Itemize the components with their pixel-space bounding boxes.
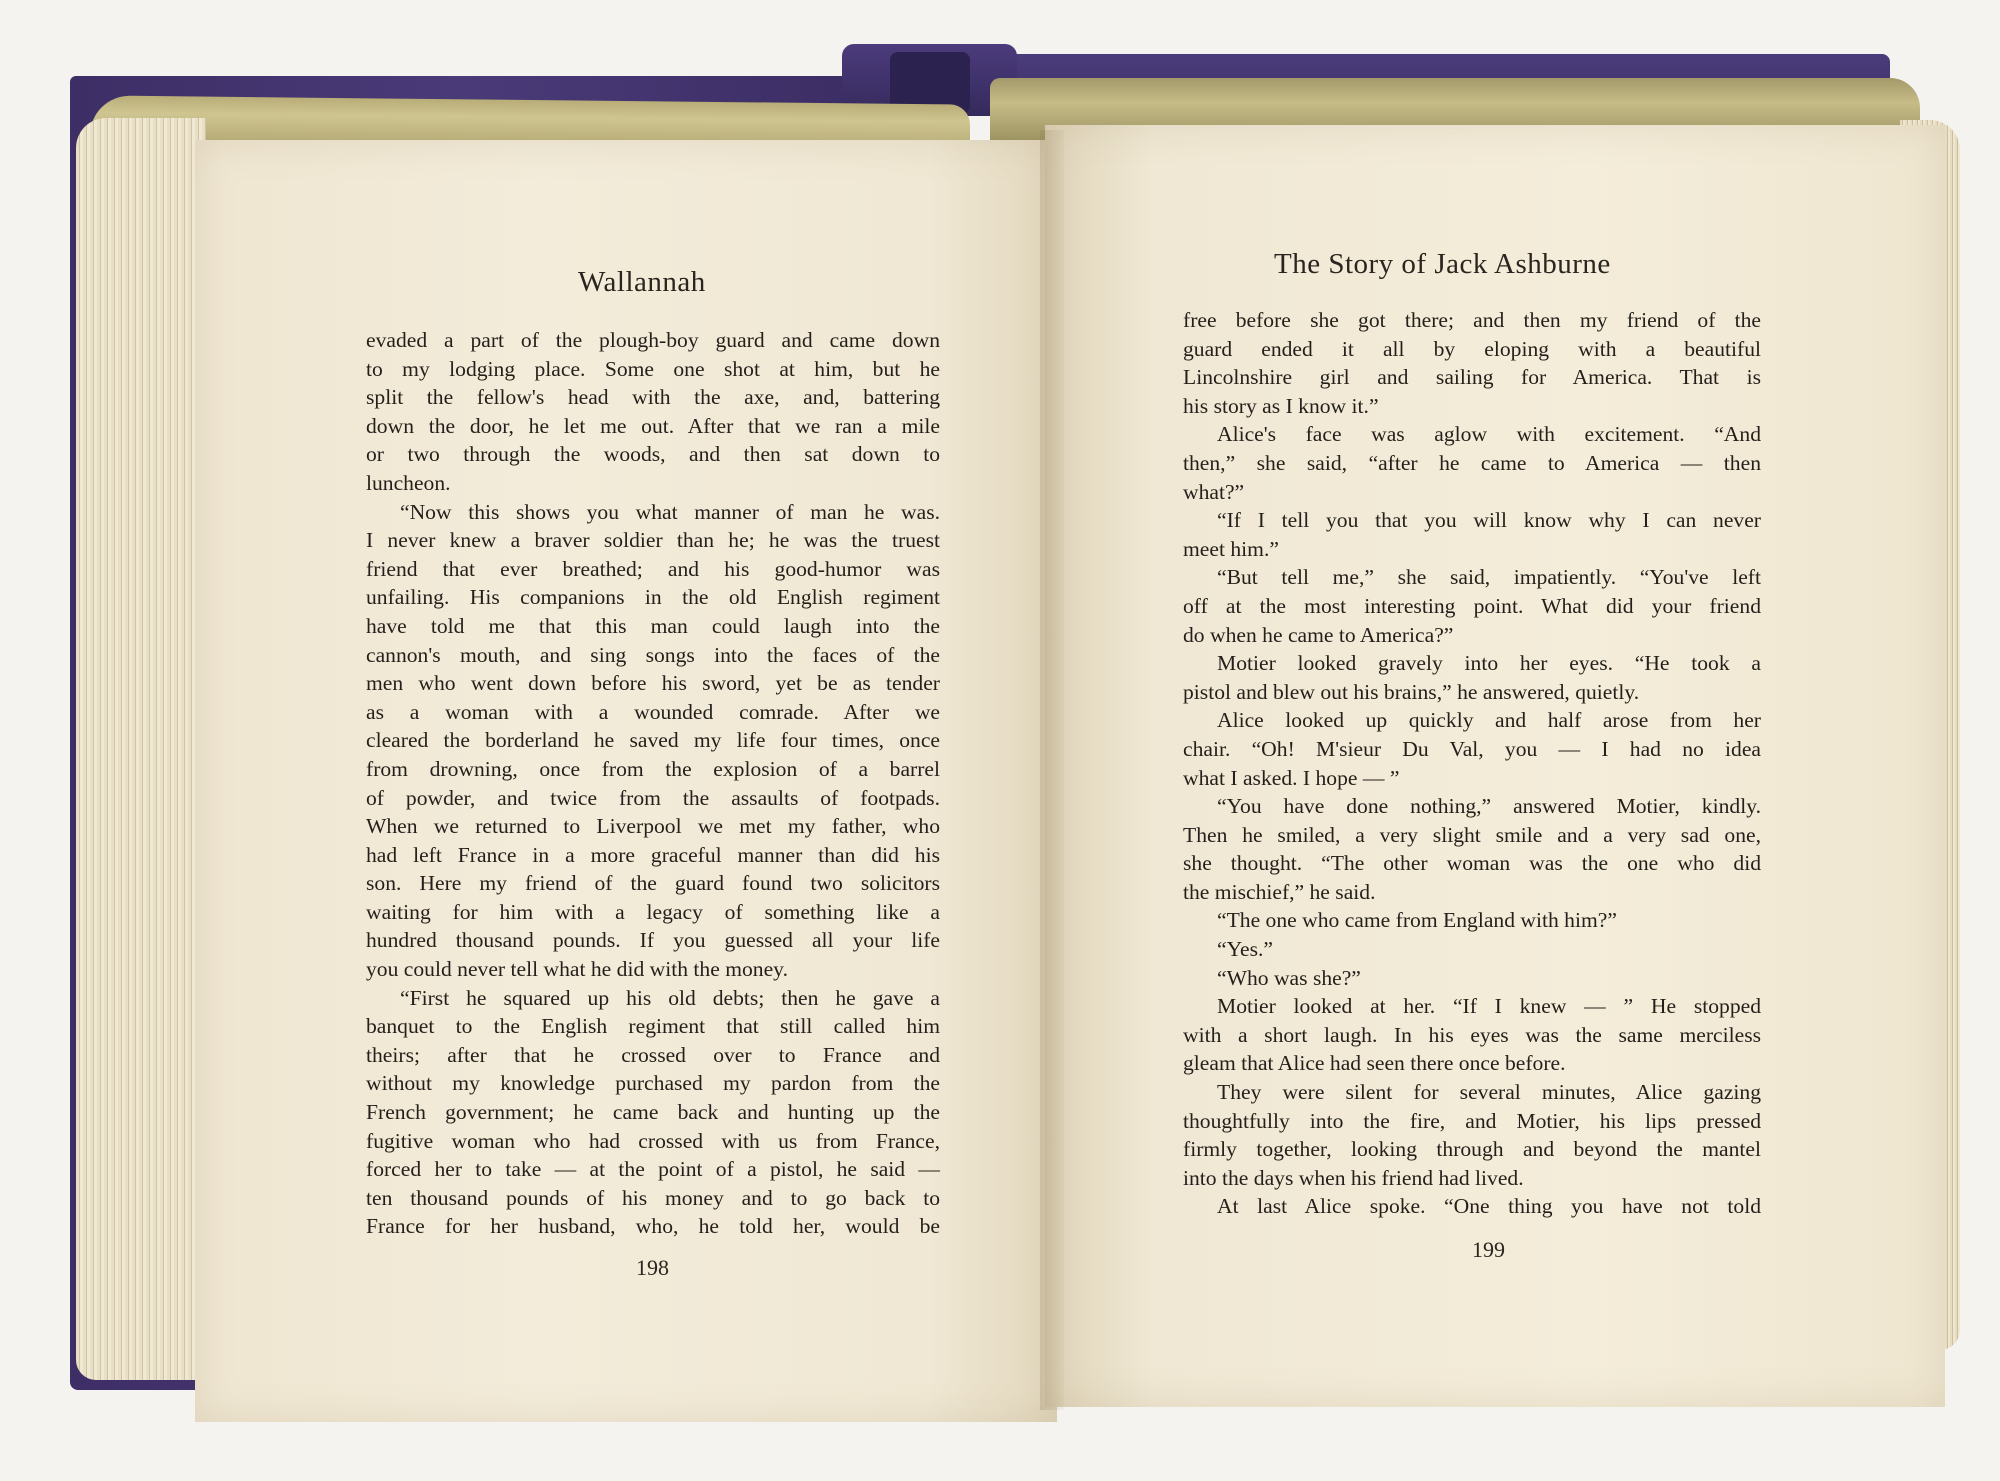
text-line: Alice looked up quickly and half arose from her: [1217, 708, 1761, 733]
text-line: “First he squared up his old debts; then he gave a: [400, 985, 940, 1010]
text-line: I never knew a braver soldier than he; he was the truest: [366, 528, 940, 553]
text-line: had left France in a more graceful manner than did his: [366, 842, 940, 867]
text-line: France for her husband, who, he told her, would be: [366, 1214, 940, 1239]
text-line: Alice's face was aglow with excitement. “And: [1217, 422, 1761, 447]
text-line: fugitive woman who had crossed with us from France,: [366, 1128, 940, 1153]
text-line: with a short laugh. In his eyes was the same merciless: [1183, 1022, 1761, 1047]
text-line: “If I tell you that you will know why I can never: [1217, 508, 1761, 533]
text-line: meet him.”: [1183, 536, 1279, 561]
text-line: “Now this shows you what manner of man he was.: [400, 499, 940, 524]
text-line: what?”: [1183, 479, 1245, 504]
text-line: “Who was she?”: [1217, 965, 1361, 990]
text-line: as a woman with a wounded comrade. After we: [366, 699, 940, 724]
left-page-text: [366, 326, 940, 1241]
text-line: pistol and blew out his brains,” he answered, quietly.: [1183, 679, 1640, 704]
text-line: French government; he came back and hunting up the: [366, 1100, 940, 1125]
text-line: They were silent for several minutes, Alice gazing: [1217, 1080, 1761, 1105]
text-line: “The one who came from England with him?”: [1217, 908, 1617, 933]
text-line: cleared the borderland he saved my life four times, once: [366, 728, 940, 753]
text-line: into the days when his friend had lived.: [1183, 1165, 1524, 1190]
right-page-text: [1183, 306, 1761, 1221]
left-running-head: Wallannah: [578, 266, 706, 298]
text-line: from drowning, once from the explosion of a barrel: [366, 756, 940, 781]
right-running-head: The Story of Jack Ashburne: [1274, 248, 1611, 280]
text-line: or two through the woods, and then sat down to: [366, 442, 940, 467]
text-line: evaded a part of the plough-boy guard and came down: [366, 328, 940, 352]
text-line: split the fellow's head with the axe, and, battering: [366, 385, 940, 410]
text-line: unfailing. His companions in the old English regiment: [366, 585, 940, 610]
text-line: have told me that this man could laugh into the: [366, 613, 940, 638]
text-line: When we returned to Liverpool we met my father, who: [366, 814, 940, 839]
text-line: his story as I know it.”: [1183, 393, 1379, 418]
text-line: firmly together, looking through and beyond the mantel: [1183, 1137, 1761, 1162]
page-stack-left: [76, 118, 206, 1380]
text-line: theirs; after that he crossed over to France and: [366, 1042, 940, 1067]
text-line: men who went down before his sword, yet be as tender: [366, 671, 940, 696]
text-line: thoughtfully into the fire, and Motier, his lips pressed: [1183, 1108, 1761, 1133]
text-line: you could never tell what he did with the money.: [366, 957, 788, 982]
text-line: “But tell me,” she said, impatiently. “You've left: [1217, 565, 1761, 590]
text-line: do when he came to America?”: [1183, 622, 1454, 647]
text-line: waiting for him with a legacy of something like a: [366, 899, 940, 924]
text-line: what I asked. I hope — ”: [1183, 765, 1400, 790]
text-line: off at the most interesting point. What did your friend: [1183, 593, 1761, 618]
text-line: guard ended it all by eloping with a beautiful: [1183, 336, 1761, 361]
right-page-number: 199: [1472, 1237, 1505, 1262]
text-line: At last Alice spoke. “One thing you have not told: [1217, 1194, 1761, 1219]
text-line: Motier looked gravely into her eyes. “He took a: [1217, 651, 1761, 676]
book-gutter: [1040, 130, 1064, 1410]
text-line: cannon's mouth, and sing songs into the faces of the: [366, 642, 940, 667]
text-line: “Yes.”: [1217, 937, 1273, 962]
left-page-number: 198: [636, 1255, 669, 1280]
text-line: Motier looked at her. “If I knew — ” He stopped: [1217, 994, 1761, 1019]
text-line: Lincolnshire girl and sailing for America. That is: [1183, 365, 1761, 390]
text-line: she thought. “The other woman was the one who did: [1183, 851, 1761, 876]
text-line: hundred thousand pounds. If you guessed all your life: [366, 928, 940, 953]
text-line: without my knowledge purchased my pardon from the: [366, 1071, 940, 1096]
text-line: of powder, and twice from the assaults of footpads.: [366, 785, 940, 810]
text-line: free before she got there; and then my friend of the: [1183, 308, 1761, 332]
text-line: to my lodging place. Some one shot at him, but he: [366, 356, 940, 381]
text-line: then,” she said, “after he came to America — then: [1183, 450, 1761, 475]
text-line: banquet to the English regiment that still called him: [366, 1014, 940, 1039]
text-line: friend that ever breathed; and his good-humor was: [366, 556, 940, 581]
text-line: ten thousand pounds of his money and to go back to: [366, 1185, 940, 1210]
text-line: gleam that Alice had seen there once before.: [1183, 1051, 1566, 1076]
text-line: the mischief,” he said.: [1183, 879, 1376, 904]
text-line: forced her to take — at the point of a pistol, he said —: [366, 1157, 940, 1182]
text-line: chair. “Oh! M'sieur Du Val, you — I had no idea: [1183, 736, 1761, 761]
text-line: down the door, he let me out. After that we ran a mile: [366, 413, 940, 438]
text-line: “You have done nothing,” answered Motier, kindly.: [1217, 794, 1761, 819]
text-line: son. Here my friend of the guard found two solicitors: [366, 871, 940, 896]
text-line: luncheon.: [366, 470, 451, 495]
text-line: Then he smiled, a very slight smile and a very sad one,: [1183, 822, 1761, 847]
